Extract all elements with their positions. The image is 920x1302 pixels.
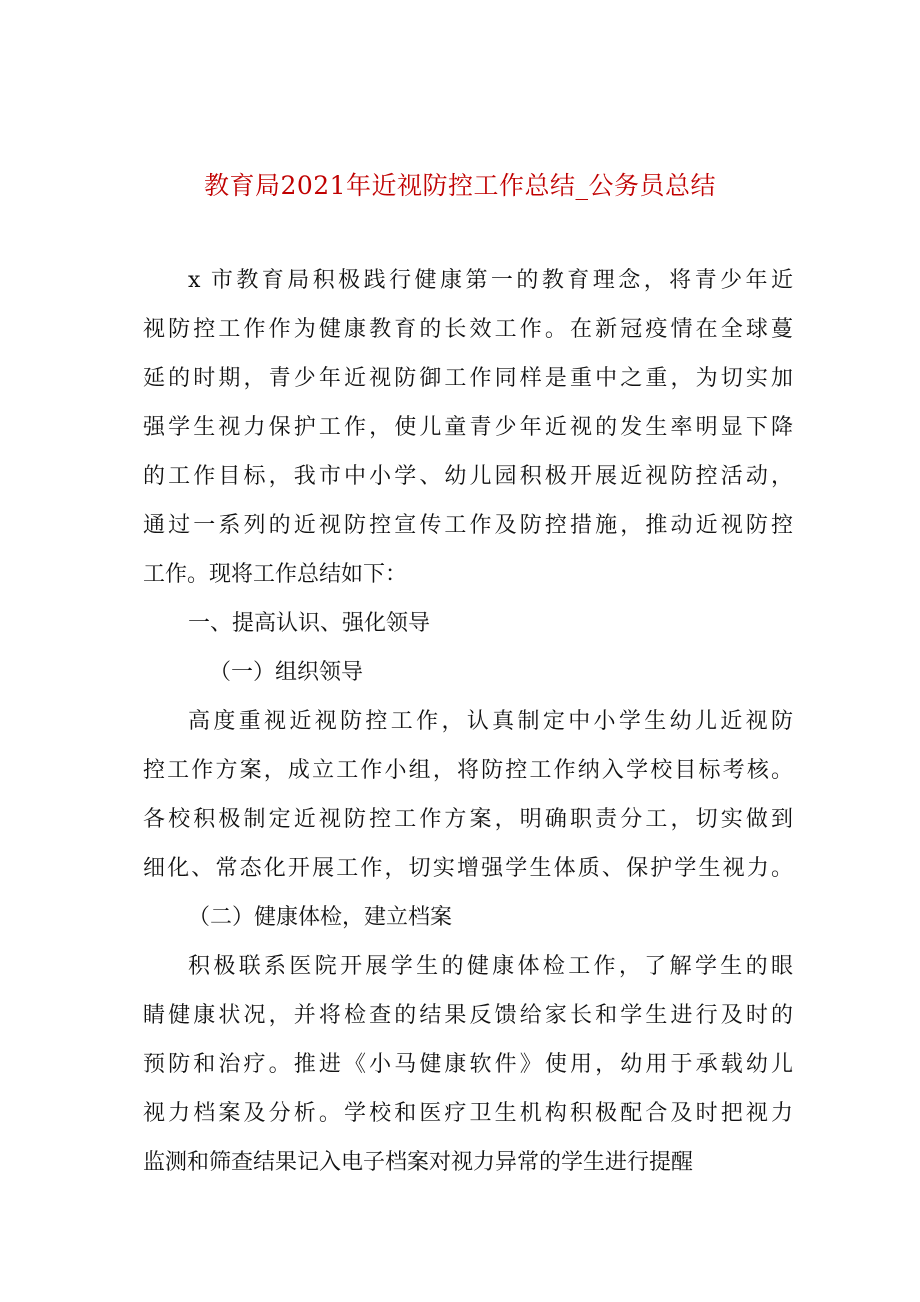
- paragraph-line: 延的时期，青少年近视防御工作同样是重中之重，为切实加: [143, 366, 793, 391]
- paragraph-line: 强学生视力保护工作，使儿童青少年近视的发生率明显下降: [143, 415, 793, 440]
- paragraph-line: x 市教育局积极践行健康第一的教育理念，将青少年近: [188, 268, 793, 293]
- paragraph-line: 细化、常态化开展工作，切实增强学生体质、保护学生视力。: [143, 856, 793, 881]
- subsection-heading: （一）组织领导: [209, 660, 364, 685]
- section-heading: 一、提高认识、强化领导: [188, 611, 431, 636]
- paragraph-line: 睛健康状况，并将检查的结果反馈给家长和学生进行及时的: [143, 1003, 793, 1028]
- subsection-heading: （二）健康体检，建立档案: [188, 905, 453, 930]
- paragraph-line: 的工作目标，我市中小学、幼儿园积极开展近视防控活动，: [143, 464, 793, 489]
- paragraph-line: 监测和筛查结果记入电子档案对视力异常的学生进行提醒: [143, 1150, 694, 1175]
- paragraph-line: 视防控工作作为健康教育的长效工作。在新冠疫情在全球蔓: [143, 317, 793, 342]
- paragraph-line: 高度重视近视防控工作，认真制定中小学生幼儿近视防: [188, 709, 793, 734]
- paragraph-line: 通过一系列的近视防控宣传工作及防控措施，推动近视防控: [143, 513, 793, 538]
- paragraph-line: 工作。现将工作总结如下：: [143, 562, 408, 587]
- paragraph-line: 控工作方案，成立工作小组，将防控工作纳入学校目标考核。: [143, 758, 793, 783]
- document-title: 教育局2021年近视防控工作总结_公务员总结: [203, 171, 717, 200]
- document-body: [143, 256, 793, 1187]
- paragraph-line: 积极联系医院开展学生的健康体检工作，了解学生的眼: [188, 954, 793, 979]
- paragraph-line: 预防和治疗。推进《小马健康软件》使用，幼用于承载幼儿: [143, 1052, 793, 1077]
- paragraph-line: 各校积极制定近视防控工作方案，明确职责分工，切实做到: [143, 807, 793, 832]
- paragraph-line: 视力档案及分析。学校和医疗卫生机构积极配合及时把视力: [143, 1101, 793, 1126]
